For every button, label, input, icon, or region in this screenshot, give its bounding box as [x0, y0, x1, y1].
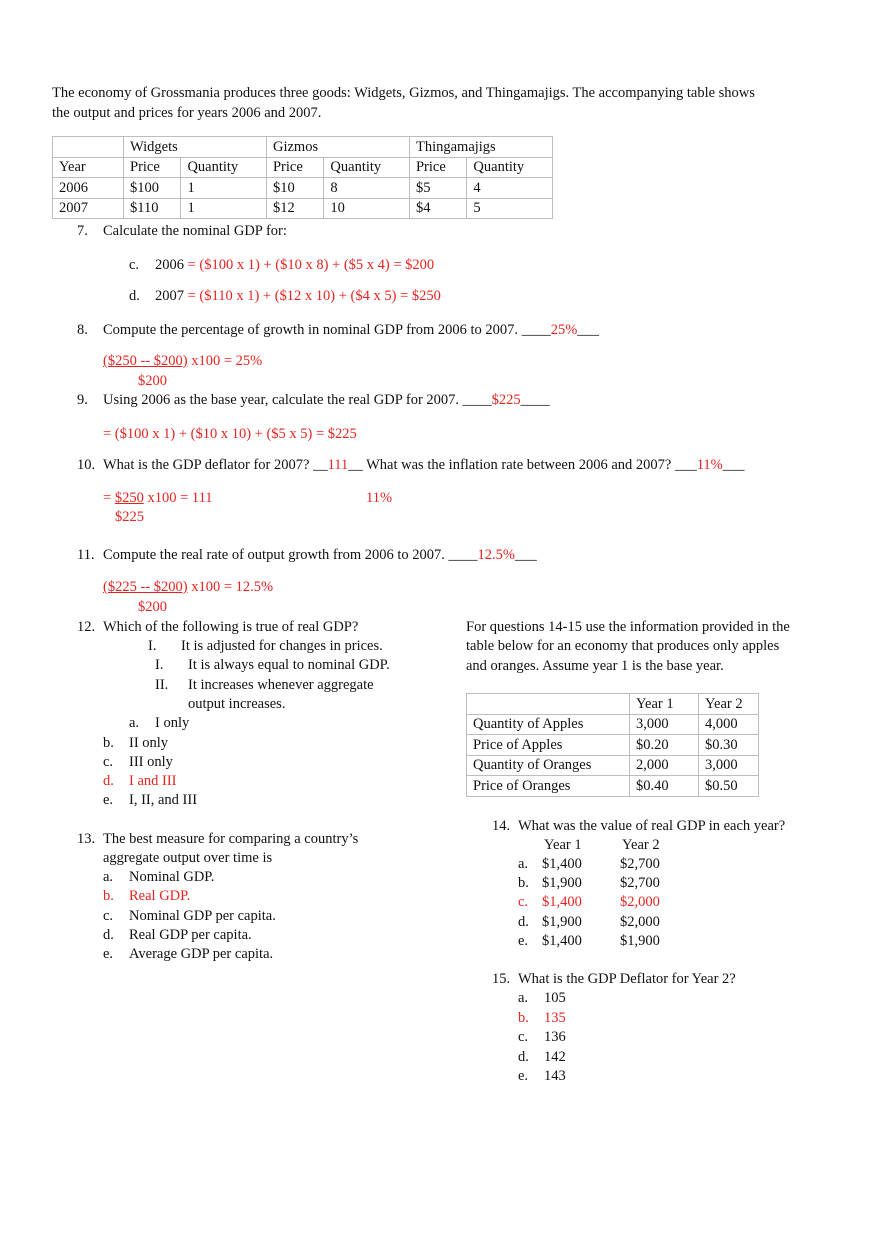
cell-year-1: $0.20 — [630, 735, 699, 756]
q13-option-letter: a. — [103, 869, 114, 885]
q12-option-c: III only — [129, 754, 173, 770]
header-quantity: Quantity — [467, 157, 553, 178]
q7-c-answer: = ($100 x 1) + ($10 x 8) + ($5 x 4) = $200 — [187, 257, 435, 273]
q10-work-pre: = — [103, 490, 115, 506]
output-price-table — [52, 136, 553, 219]
q14-number: 14. — [492, 818, 511, 834]
cell-year-1: 3,000 — [630, 714, 699, 735]
q13-option-letter: e. — [103, 946, 114, 962]
cell-thing-price: $4 — [409, 198, 466, 219]
q12-option-letter: b. — [103, 735, 114, 751]
q12-statement-numeral: I. — [148, 638, 157, 654]
q13-option-c: Nominal GDP per capita. — [129, 908, 276, 924]
q12-number: 12. — [77, 619, 96, 635]
q14-option-d-y2: $2,000 — [620, 914, 660, 930]
q13-option-e: Average GDP per capita. — [129, 946, 274, 962]
q12-option-d: I and III — [129, 773, 177, 789]
cell-gizmo-qty: 8 — [324, 178, 410, 199]
q14-option-b-y2: $2,700 — [620, 875, 660, 891]
q11-number: 11. — [77, 547, 95, 563]
q14-option-a-y1: $1,400 — [542, 856, 582, 872]
cell-year-2: $0.50 — [699, 776, 759, 797]
cell-gizmo-price: $12 — [266, 198, 323, 219]
q12-statement-cont: output increases. — [188, 696, 286, 712]
q7-number: 7. — [77, 223, 88, 239]
q12-statement-text: It is adjusted for changes in prices. — [181, 638, 383, 654]
header-quantity: Quantity — [181, 157, 267, 178]
q11-work-rest: x100 = 12.5% — [187, 579, 274, 595]
q8-blank: ___ — [577, 322, 600, 338]
q8-work-denominator: $200 — [138, 373, 167, 389]
q13-option-letter: d. — [103, 927, 114, 943]
cell-year-2: 4,000 — [699, 714, 759, 735]
row-label: Price of Apples — [467, 735, 630, 756]
q14-option-c-y1: $1,400 — [542, 894, 582, 910]
q15-option-letter: a. — [518, 990, 529, 1006]
q13-option-b: Real GDP. — [129, 888, 191, 904]
q14-option-c-y2: $2,000 — [620, 894, 660, 910]
q15-option-d: 142 — [544, 1049, 566, 1065]
row-label: Price of Oranges — [467, 776, 630, 797]
q10-blank: __ — [313, 457, 328, 473]
table-row — [467, 735, 759, 756]
q15-option-letter: b. — [518, 1010, 529, 1026]
q12-option-letter: e. — [103, 792, 114, 808]
q7-text: Calculate the nominal GDP for: — [103, 223, 287, 239]
q7-c-year: 2006 — [155, 257, 184, 273]
q12-option-letter: a. — [129, 715, 140, 731]
header-price: Price — [266, 157, 323, 178]
q14-col-year-2: Year 2 — [622, 837, 660, 853]
q9-blank: ____ — [520, 392, 550, 408]
header-price: Price — [409, 157, 466, 178]
q14-option-e-y2: $1,900 — [620, 933, 660, 949]
q13-option-a: Nominal GDP. — [129, 869, 215, 885]
header-year: Year — [53, 157, 124, 178]
q15-option-letter: d. — [518, 1049, 529, 1065]
header-quantity: Quantity — [324, 157, 410, 178]
q7-d-year: 2007 — [155, 288, 184, 304]
q8-work-rest: x100 = 25% — [187, 353, 263, 369]
q8-work-numerator: ($250 -- $200) — [103, 353, 188, 369]
q11-blank: ____ — [448, 547, 478, 563]
q12-option-letter: d. — [103, 773, 114, 789]
q12-statement-numeral: I. — [155, 657, 164, 673]
header-widgets: Widgets — [124, 137, 267, 158]
cell-widget-qty: 1 — [181, 178, 267, 199]
q14-option-b-y1: $1,900 — [542, 875, 582, 891]
q8-answer: 25% — [550, 322, 578, 338]
q15-option-letter: e. — [518, 1068, 529, 1084]
q13-option-letter: c. — [103, 908, 114, 924]
header-gizmos: Gizmos — [266, 137, 409, 158]
q9-answer: $225 — [491, 392, 521, 408]
q15-option-b: 135 — [544, 1010, 566, 1026]
q14-option-letter: b. — [518, 875, 529, 891]
cell-widget-price: $110 — [124, 198, 181, 219]
header-year-1: Year 1 — [630, 694, 699, 715]
q11-answer: 12.5% — [477, 547, 515, 563]
header-thingamajigs: Thingamajigs — [409, 137, 552, 158]
cell-widget-price: $100 — [124, 178, 181, 199]
q9-blank: ____ — [462, 392, 492, 408]
q13-line-2: aggregate output over time is — [103, 850, 273, 866]
q12-option-e: I, II, and III — [129, 792, 198, 808]
intro-line-1: The economy of Grossmania produces three goods: Widgets, Gizmos, and Thingamajigs. The accompanying table shows — [52, 85, 755, 101]
q7-c-letter: c. — [129, 257, 140, 273]
q9-work: = ($100 x 1) + ($10 x 10) + ($5 x 5) = $225 — [103, 426, 357, 442]
q12-statement-numeral: II. — [155, 677, 169, 693]
q10-work-inflation: 11% — [366, 490, 393, 506]
q11-work-denominator: $200 — [138, 599, 167, 615]
q14-text: What was the value of real GDP in each year? — [518, 818, 786, 834]
q14-col-year-1: Year 1 — [544, 837, 582, 853]
q10-answer-b: 11% — [696, 457, 723, 473]
q14-option-letter: a. — [518, 856, 529, 872]
q15-number: 15. — [492, 971, 511, 987]
q8-text: Compute the percentage of growth in nominal GDP from 2006 to 2007. — [103, 322, 519, 338]
info-line-3: and oranges. Assume year 1 is the base year. — [466, 658, 724, 674]
q15-option-a: 105 — [544, 990, 566, 1006]
q12-option-letter: c. — [103, 754, 114, 770]
q12-option-b: II only — [129, 735, 169, 751]
q9-text: Using 2006 as the base year, calculate the real GDP for 2007. — [103, 392, 460, 408]
cell-gizmo-price: $10 — [266, 178, 323, 199]
info-line-1: For questions 14-15 use the information provided in the — [466, 619, 790, 635]
cell-year: 2006 — [53, 178, 124, 199]
q7-d-answer: = ($110 x 1) + ($12 x 10) + ($4 x 5) = $250 — [187, 288, 441, 304]
header-price: Price — [124, 157, 181, 178]
table-row — [467, 776, 759, 797]
q13-option-d: Real GDP per capita. — [129, 927, 252, 943]
cell-year-2: $0.30 — [699, 735, 759, 756]
cell-year-2: 3,000 — [699, 755, 759, 776]
q11-text: Compute the real rate of output growth from 2006 to 2007. — [103, 547, 445, 563]
cell-gizmo-qty: 10 — [324, 198, 410, 219]
cell-thing-qty: 5 — [467, 198, 553, 219]
table-row — [467, 755, 759, 776]
q10-blank: __ — [348, 457, 363, 473]
q10-answer-a: 111 — [327, 457, 349, 473]
q10-blank: ___ — [674, 457, 697, 473]
q14-option-letter: c. — [518, 894, 529, 910]
cell-year-1: 2,000 — [630, 755, 699, 776]
q10-text-a: What is the GDP deflator for 2007? — [103, 457, 310, 473]
q10-number: 10. — [77, 457, 96, 473]
q14-option-d-y1: $1,900 — [542, 914, 582, 930]
cell-year: 2007 — [53, 198, 124, 219]
q15-option-c: 136 — [544, 1029, 566, 1045]
row-label: Quantity of Apples — [467, 714, 630, 735]
q10-text-b: What was the inflation rate between 2006 and 2007? — [366, 457, 672, 473]
q12-text: Which of the following is true of real GDP? — [103, 619, 359, 635]
info-line-2: table below for an economy that produces only apples — [466, 638, 780, 654]
q15-option-letter: c. — [518, 1029, 529, 1045]
intro-line-2: the output and prices for years 2006 and 2007. — [52, 105, 322, 121]
cell-thing-qty: 4 — [467, 178, 553, 199]
table-row — [53, 198, 553, 219]
q13-number: 13. — [77, 831, 96, 847]
cell-widget-qty: 1 — [181, 198, 267, 219]
q10-work-denominator: $225 — [115, 509, 144, 525]
q14-option-a-y2: $2,700 — [620, 856, 660, 872]
cell-thing-price: $5 — [409, 178, 466, 199]
cell-year-1: $0.40 — [630, 776, 699, 797]
q13-option-letter: b. — [103, 888, 114, 904]
q10-work-rest: x100 = 111 — [143, 490, 213, 506]
header-year-2: Year 2 — [699, 694, 759, 715]
q8-number: 8. — [77, 322, 88, 338]
q13-line-1: The best measure for comparing a country’s — [103, 831, 359, 847]
apples-oranges-table — [466, 693, 759, 797]
q10-blank: ___ — [722, 457, 745, 473]
q8-blank: ____ — [521, 322, 551, 338]
row-label: Quantity of Oranges — [467, 755, 630, 776]
q14-option-e-y1: $1,400 — [542, 933, 582, 949]
q12-option-a: I only — [155, 715, 190, 731]
q15-text: What is the GDP Deflator for Year 2? — [518, 971, 736, 987]
q12-statement-text: It increases whenever aggregate — [188, 677, 374, 693]
q11-blank: ___ — [514, 547, 537, 563]
q15-option-e: 143 — [544, 1068, 566, 1084]
table-row — [53, 178, 553, 199]
q9-number: 9. — [77, 392, 88, 408]
q7-d-letter: d. — [129, 288, 140, 304]
q12-statement-text: It is always equal to nominal GDP. — [188, 657, 390, 673]
q14-option-letter: e. — [518, 933, 529, 949]
q14-option-letter: d. — [518, 914, 529, 930]
q11-work-numerator: ($225 -- $200) — [103, 579, 188, 595]
q10-work-numerator: $250 — [114, 490, 144, 506]
table-row — [467, 714, 759, 735]
